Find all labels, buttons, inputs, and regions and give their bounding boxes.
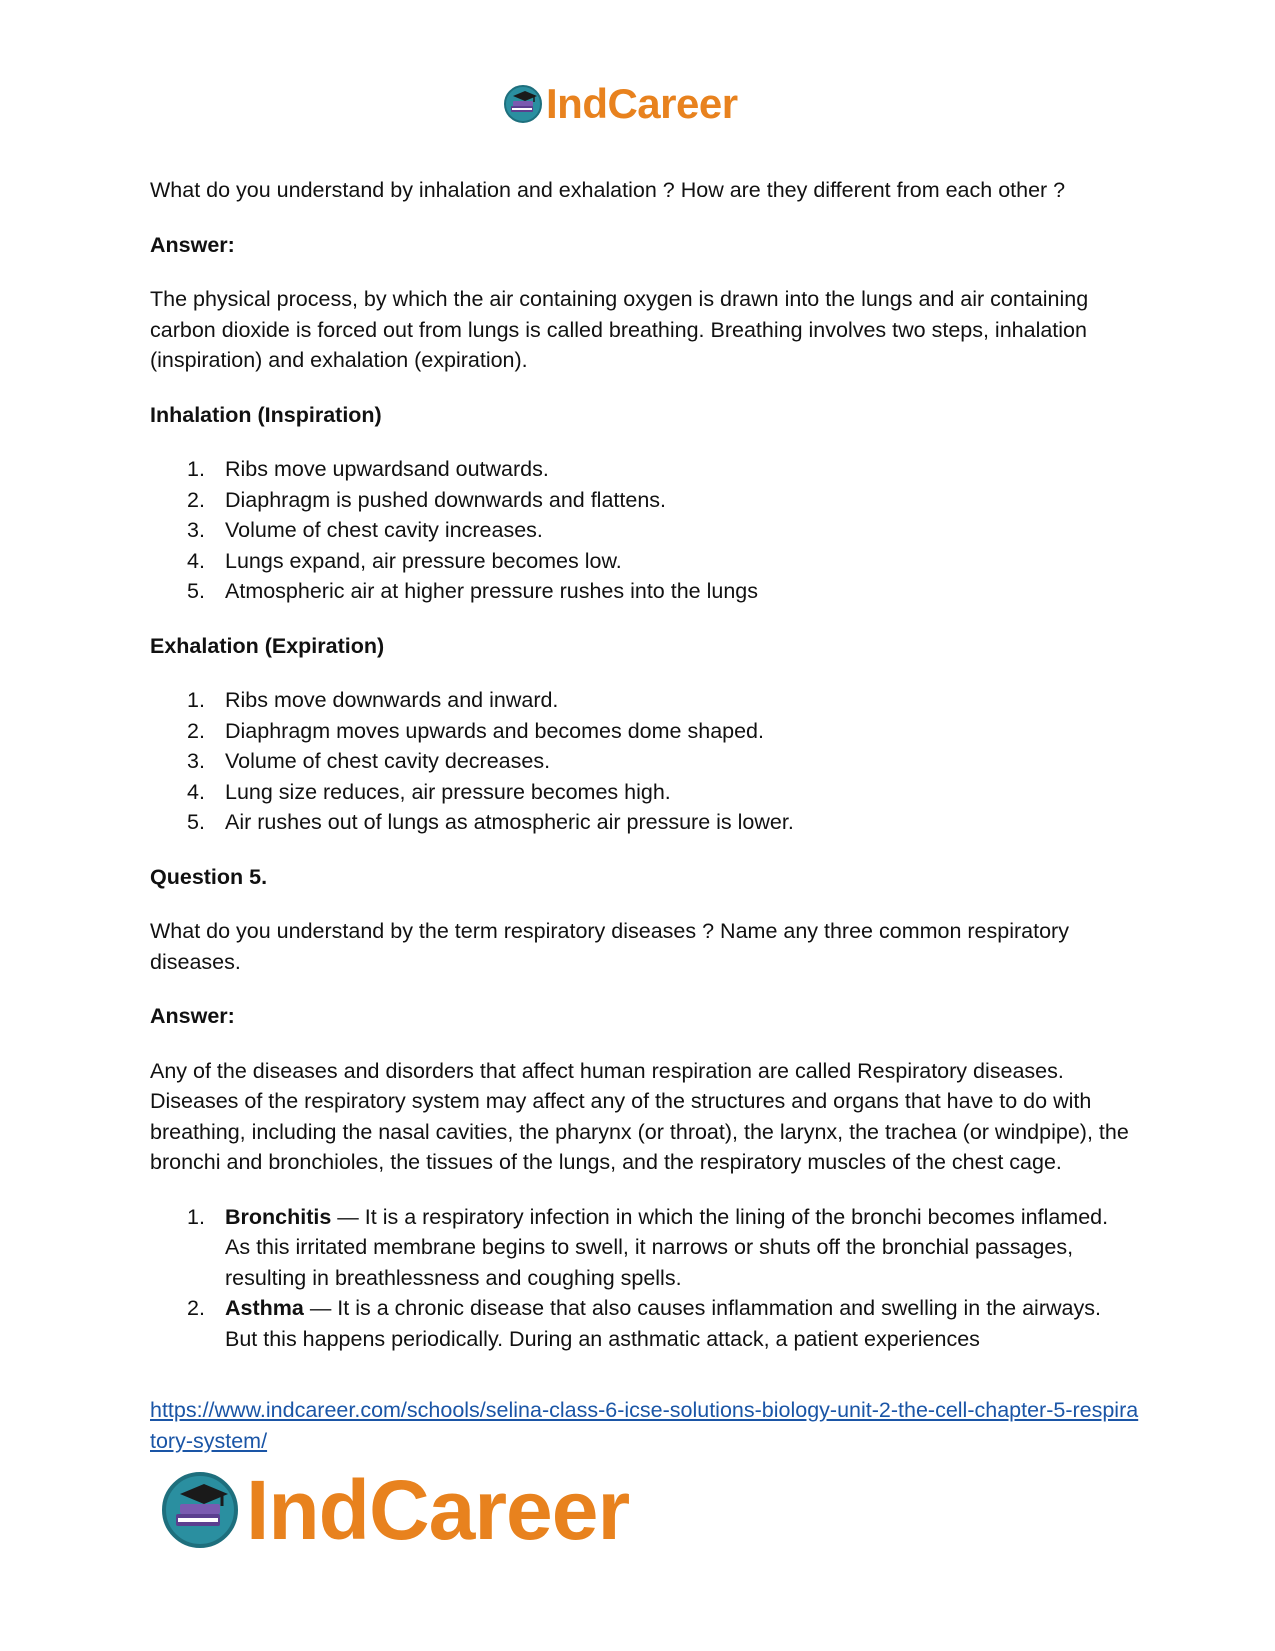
disease-term: Bronchitis [225,1204,332,1229]
brand-name: IndCareer [546,80,738,127]
exhalation-list [150,685,1135,838]
list-item: 2. Diaphragm is pushed downwards and flattens. [187,487,667,512]
list-item: 3. Volume of chest cavity decreases. [187,749,551,773]
footer-logo [160,1465,629,1555]
answer-text: The physical process, by which the air containing oxygen is drawn into the lungs and air containing carbon dioxide is forced out from lungs is called breathing. Breathing involves two steps, inhalation (inspiration) and exhalation (expiration). [150,287,1089,372]
list-item: 1. Ribs move upwardsand outwards. [187,457,549,481]
answer-label: Answer: [150,232,235,257]
graduation-cap-book-icon [160,1470,240,1550]
list-item: 5. Atmospheric air at higher pressure rushes into the lungs [187,579,758,603]
list-item: 4. Lungs expand, air pressure becomes low. [187,548,622,573]
inhalation-list [150,454,1135,607]
answer-text: Any of the diseases and disorders that affect human respiration are called Respiratory diseases. Diseases of the respiratory system may affect any of the structures and organs that have to do with breathing, including the nasal cavities, the pharynx (or throat), the larynx, the trachea (or windpipe), the bronchi and bronchioles, the tissues of the lungs, and the respiratory muscles of the chest cage. [150,1058,1129,1174]
list-item: 2. Diaphragm moves upwards and becomes dome shaped. [187,718,764,743]
header-logo [503,80,738,128]
question-text: What do you understand by the term respiratory diseases ? Name any three common respiratory diseases. [150,919,1069,974]
question-label: Question 5. [150,864,268,889]
source-link[interactable]: https://www.indcareer.com/schools/selina-class-6-icse-solutions-biology-unit-2-the-cell-chapter-5-respiratory-system/ [150,1398,1139,1453]
brand-name: IndCareer [246,1463,630,1557]
question-text: What do you understand by inhalation and exhalation ? How are they different from each other ? [150,178,1066,202]
diseases-list [150,1202,1135,1355]
list-item: 1. Bronchitis — It is a respiratory infection in which the lining of the bronchi becomes inflamed. As this irritated membrane begins to swell, it narrows or shuts off the bronchial passages, resulting in breathlessness and coughing spells. [187,1204,1109,1290]
document-body [150,175,1135,1354]
answer-label: Answer: [150,1004,235,1028]
graduation-cap-book-icon [503,84,543,124]
list-item: 2. Asthma — It is a chronic disease that also causes inflammation and swelling in the airways. But this happens periodically. During an asthmatic attack, a patient experiences [187,1296,1101,1351]
list-item: 3. Volume of chest cavity increases. [187,518,543,542]
disease-term: Asthma [225,1296,304,1320]
list-item: 1. Ribs move downwards and inward. [187,688,559,712]
inhalation-heading: Inhalation (Inspiration) [150,402,382,427]
list-item: 4. Lung size reduces, air pressure becomes high. [187,779,671,804]
list-item: 5. Air rushes out of lungs as atmospheric air pressure is lower. [187,810,794,834]
exhalation-heading: Exhalation (Expiration) [150,633,385,658]
